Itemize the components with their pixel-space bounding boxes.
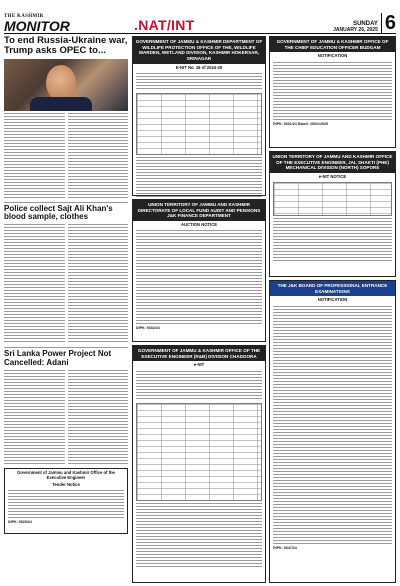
logo-name: MONITOR [4, 18, 70, 34]
headline-adani: Sri Lanka Power Project Not Cancelled: Adani [4, 347, 128, 368]
tender-table [136, 403, 262, 501]
article-text [68, 224, 129, 344]
ad-rb-chadoora: GOVERNMENT OF JAMMU & KASHMIR OFFICE OF THE EXECUTIVE ENGINEER (R&B) DIVISION CHADOORA e-NIT [132, 345, 266, 583]
tender-table [136, 93, 262, 155]
issue-date: SUNDAY JANUARY 26, 2025 [333, 21, 378, 33]
masthead [4, 3, 396, 34]
ad-education: GOVERNMENT OF JAMMU & KASHMIR OFFICE OF THE CHIEF EDUCATION OFFICER BUDGAM NOTIFICATION DIPK: 9331/24 Dated: 25/01/2025 [269, 36, 396, 148]
ad-auction-notice: UNION TERRITORY OF JAMMU AND KASHMIR DIRECTORATE OF LOCAL FUND AUDIT AND PENSIONS J&K FINANCE DEPARTMENT AUCTION NOTICE DIPK: 9332/24 [132, 199, 266, 342]
news-column [4, 36, 128, 583]
headline-police: Police collect Sajt Ali Khan's blood sample, clothes [4, 202, 128, 223]
headline-trump: To end Russia-Ukraine war, Trump asks OPEC to... [4, 35, 128, 57]
ad-jal-shakti: UNION TERRITORY OF JAMMU AND KASHMIR OFFICE OF THE EXECUTIVE ENGINEER, JAL SHAKTI (PHE) MECHANICAL DIVISION (NORTH) SOPORE e-NIT NOTICE [269, 151, 396, 277]
article-text [4, 113, 65, 199]
page-number: 6 [381, 13, 396, 33]
article-text [68, 113, 129, 199]
tender-table [273, 182, 392, 216]
ad-pwd: Government of Jammu and Kashmir Office of the Executive Engineer Tender Notice DIPK: 9325/24 [4, 468, 128, 534]
article-text [68, 370, 129, 465]
article-text [4, 224, 65, 344]
news-photo [4, 59, 128, 111]
section-title: .NAT/INT [134, 17, 195, 33]
article-text [4, 370, 65, 465]
logo [4, 14, 134, 33]
ad-bopee: THE J&K BOARD OF PROFESSIONAL ENTRANCE EXAMINATIONS NOTIFICATION DIPK: 9347/24 [269, 280, 396, 583]
logo-tagline: THE KASHMIR [4, 14, 44, 19]
ad-wildlife: GOVERNMENT OF JAMMU & KASHMIR DEPARTMENT OF WILDLIFE PROTECTION OFFICE OF THE, WILDLIFE WARDEN, WETLAND DIVISION, KASHMIR HOKERSAR, SRINAGAR E-NIT No. 18 of 2024-25 [132, 36, 266, 196]
